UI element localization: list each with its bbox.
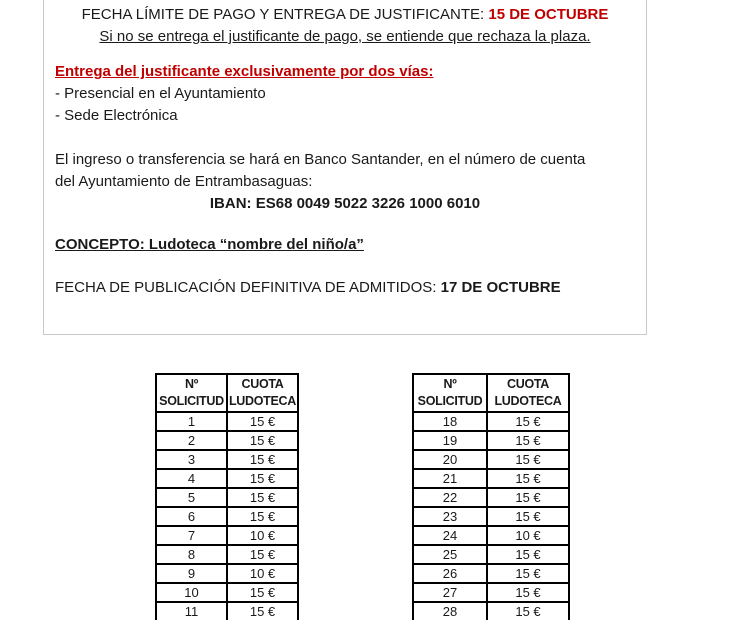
delivery-option-presencial: - Presencial en el Ayuntamiento — [55, 85, 266, 102]
table-cell: 3 — [156, 450, 227, 469]
table-cell: 11 — [156, 602, 227, 620]
table-cell: 5 — [156, 488, 227, 507]
table-header-row — [413, 374, 569, 412]
table-cell: 15 € — [227, 545, 298, 564]
col-header-line: LUDOTECA — [494, 394, 562, 408]
spacer — [55, 48, 635, 61]
table-row — [413, 488, 569, 507]
table-row — [413, 526, 569, 545]
table-cell: 15 € — [487, 583, 569, 602]
table-cell: 15 € — [487, 602, 569, 620]
table-cell: 23 — [413, 507, 487, 526]
table-cell: 10 € — [487, 526, 569, 545]
table-row — [156, 469, 298, 488]
table-cell: 27 — [413, 583, 487, 602]
iban-line: IBAN: ES68 0049 5022 3226 1000 6010 — [209, 195, 481, 212]
table-cell: 15 € — [487, 412, 569, 431]
col-header-cuota — [487, 374, 569, 412]
table-cell: 6 — [156, 507, 227, 526]
table-cell: 1 — [156, 412, 227, 431]
col-header-line: CUOTA — [241, 377, 284, 391]
table-row — [413, 545, 569, 564]
delivery-option-sede: - Sede Electrónica — [55, 107, 178, 124]
table-row — [413, 564, 569, 583]
table-cell: 7 — [156, 526, 227, 545]
table-cell: 15 € — [227, 583, 298, 602]
table-cell: 15 € — [227, 412, 298, 431]
table-cell: 15 € — [487, 507, 569, 526]
col-header-line: SOLICITUD — [159, 394, 224, 408]
publication-line — [55, 277, 635, 299]
rejection-warning: Si no se entrega el justificante de pago, se entiende que rechaza la plaza. — [99, 28, 591, 45]
table-cell: 22 — [413, 488, 487, 507]
table-row — [156, 564, 298, 583]
table-cell: 21 — [413, 469, 487, 488]
table-row — [156, 450, 298, 469]
col-header-line: CUOTA — [506, 377, 549, 391]
table-cell: 15 € — [487, 488, 569, 507]
delivery-heading: Entrega del justificante exclusivamente por dos vías: — [55, 63, 434, 80]
table-row — [156, 545, 298, 564]
col-header-line: LUDOTECA — [228, 394, 297, 408]
table-row — [413, 431, 569, 450]
table-row — [413, 507, 569, 526]
table-row — [413, 469, 569, 488]
table-row — [413, 450, 569, 469]
payment-deadline-date: 15 DE OCTUBRE — [488, 6, 609, 23]
table-cell: 18 — [413, 412, 487, 431]
col-header-line: SOLICITUD — [417, 394, 483, 408]
table-row — [156, 583, 298, 602]
cuota-table-right — [412, 373, 570, 620]
bank-info-line-2: del Ayuntamiento de Entrambasaguas: — [55, 173, 313, 190]
table-cell: 15 € — [227, 450, 298, 469]
table-cell: 2 — [156, 431, 227, 450]
cuota-table-left — [155, 373, 299, 620]
table-cell: 15 € — [487, 469, 569, 488]
table-row — [156, 488, 298, 507]
table-cell: 19 — [413, 431, 487, 450]
table-cell: 15 € — [487, 450, 569, 469]
table-cell: 10 — [156, 583, 227, 602]
table-cell: 25 — [413, 545, 487, 564]
spacer — [55, 127, 635, 149]
notice-box — [43, 0, 647, 335]
table-row — [156, 431, 298, 450]
table-cell: 10 € — [227, 564, 298, 583]
table-row — [156, 507, 298, 526]
col-header-line: Nº — [443, 377, 457, 391]
table-cell: 4 — [156, 469, 227, 488]
table-row — [156, 526, 298, 545]
table-cell: 20 — [413, 450, 487, 469]
payment-deadline-label: FECHA LÍMITE DE PAGO Y ENTREGA DE JUSTIFICANTE: — [81, 6, 489, 23]
table-cell: 26 — [413, 564, 487, 583]
table-row — [156, 602, 298, 620]
table-cell: 9 — [156, 564, 227, 583]
publication-label: FECHA DE PUBLICACIÓN DEFINITIVA DE ADMITIDOS: — [55, 279, 441, 296]
table-cell: 15 € — [227, 431, 298, 450]
table-cell: 10 € — [227, 526, 298, 545]
table-row — [156, 412, 298, 431]
table-row — [413, 412, 569, 431]
table-cell: 15 € — [227, 488, 298, 507]
col-header-cuota — [227, 374, 298, 412]
concepto-line: CONCEPTO: Ludoteca “nombre del niño/a” — [55, 236, 364, 253]
table-cell: 15 € — [487, 564, 569, 583]
table-cell: 15 € — [227, 602, 298, 620]
col-header-solicitud — [156, 374, 227, 412]
table-cell: 15 € — [227, 507, 298, 526]
table-cell: 15 € — [487, 545, 569, 564]
spacer — [55, 215, 635, 234]
table-cell: 15 € — [227, 469, 298, 488]
table-row — [413, 583, 569, 602]
table-row — [413, 602, 569, 620]
table-header-row — [156, 374, 298, 412]
spacer — [55, 256, 635, 277]
publication-date: 17 DE OCTUBRE — [440, 279, 561, 296]
col-header-solicitud — [413, 374, 487, 412]
col-header-line: Nº — [185, 377, 198, 391]
payment-deadline-line — [55, 4, 635, 26]
bank-info-line-1: El ingreso o transferencia se hará en Banco Santander, en el número de cuenta — [55, 151, 586, 168]
table-cell: 24 — [413, 526, 487, 545]
table-cell: 28 — [413, 602, 487, 620]
table-cell: 8 — [156, 545, 227, 564]
table-cell: 15 € — [487, 431, 569, 450]
